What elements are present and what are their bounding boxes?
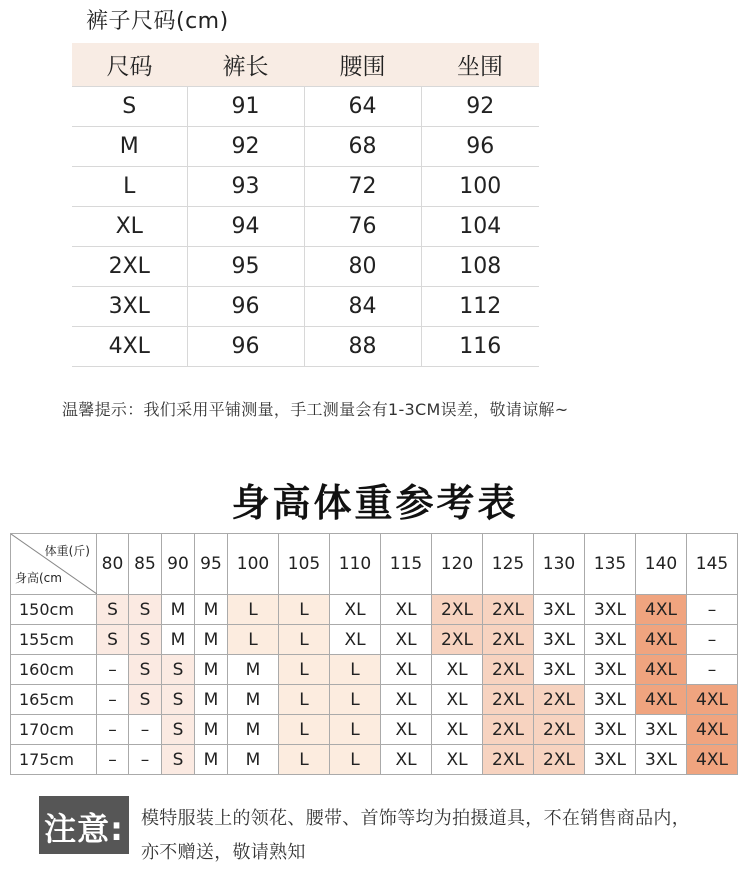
hip-cell: 104 — [421, 207, 539, 247]
size-recommendation-cell: 2XL — [483, 595, 534, 625]
size-recommendation-cell: M — [195, 685, 228, 715]
size-recommendation-cell: XL — [381, 595, 432, 625]
table-row — [11, 625, 738, 655]
weight-axis-label: 体重(斤) — [44, 544, 90, 558]
size-recommendation-cell: XL — [432, 655, 483, 685]
table-row — [11, 685, 738, 715]
size-recommendation-cell: XL — [381, 715, 432, 745]
size-recommendation-cell: XL — [381, 685, 432, 715]
size-recommendation-cell: S — [97, 625, 129, 655]
weight-header-cell: 85 — [129, 534, 162, 595]
size-recommendation-cell: L — [330, 685, 381, 715]
size-recommendation-cell: M — [195, 655, 228, 685]
size-cell: M — [72, 127, 187, 167]
size-recommendation-cell: XL — [432, 715, 483, 745]
size-recommendation-cell: S — [162, 715, 195, 745]
size-recommendation-cell: – — [97, 715, 129, 745]
notice-text-line1: 模特服装上的领花、腰带、首饰等均为拍摄道具，不在销售商品内， — [141, 808, 690, 829]
size-recommendation-cell: L — [330, 655, 381, 685]
length-cell: 92 — [187, 127, 304, 167]
corner-cell — [11, 534, 97, 595]
size-recommendation-cell: L — [330, 715, 381, 745]
size-recommendation-cell: M — [162, 625, 195, 655]
size-recommendation-cell: 3XL — [585, 715, 636, 745]
size-recommendation-cell: 2XL — [432, 625, 483, 655]
size-recommendation-cell: – — [129, 745, 162, 775]
table-row — [72, 127, 539, 167]
size-recommendation-cell: L — [279, 625, 330, 655]
length-cell: 96 — [187, 327, 304, 367]
header-hip: 坐围 — [421, 43, 539, 87]
height-axis-label: 身高(cm — [15, 571, 62, 585]
size-recommendation-cell: L — [279, 745, 330, 775]
size-recommendation-cell: 2XL — [483, 625, 534, 655]
size-recommendation-cell: XL — [432, 685, 483, 715]
waist-cell: 76 — [304, 207, 421, 247]
size-recommendation-cell: S — [97, 595, 129, 625]
size-recommendation-cell: 3XL — [534, 625, 585, 655]
table-row — [72, 207, 539, 247]
height-cell: 165cm — [11, 685, 97, 715]
size-recommendation-cell: – — [687, 595, 738, 625]
size-recommendation-cell: – — [97, 685, 129, 715]
size-recommendation-cell: S — [162, 655, 195, 685]
table-row — [11, 715, 738, 745]
size-recommendation-cell: 3XL — [585, 595, 636, 625]
size-recommendation-cell: 3XL — [534, 655, 585, 685]
waist-cell: 80 — [304, 247, 421, 287]
size-recommendation-cell: 2XL — [483, 745, 534, 775]
size-recommendation-cell: 2XL — [534, 685, 585, 715]
size-recommendation-cell: 3XL — [585, 745, 636, 775]
weight-header-cell: 120 — [432, 534, 483, 595]
size-recommendation-cell: 3XL — [585, 655, 636, 685]
size-recommendation-cell: 4XL — [636, 625, 687, 655]
size-recommendation-cell: 4XL — [687, 745, 738, 775]
size-recommendation-cell: L — [228, 595, 279, 625]
length-cell: 93 — [187, 167, 304, 207]
size-cell: L — [72, 167, 187, 207]
table-row — [72, 167, 539, 207]
pants-size-table — [72, 43, 539, 367]
size-recommendation-cell: 4XL — [687, 685, 738, 715]
size-recommendation-cell: M — [228, 685, 279, 715]
size-recommendation-cell: 2XL — [534, 715, 585, 745]
size-recommendation-cell: M — [228, 715, 279, 745]
size-recommendation-cell: L — [279, 595, 330, 625]
size-recommendation-cell: 2XL — [432, 595, 483, 625]
hip-cell: 92 — [421, 87, 539, 127]
weight-header-cell: 100 — [228, 534, 279, 595]
weight-header-cell: 80 — [97, 534, 129, 595]
notice-text-line2: 亦不赠送，敬请熟知 — [141, 842, 306, 863]
size-recommendation-cell: M — [162, 595, 195, 625]
size-recommendation-cell: M — [195, 715, 228, 745]
size-recommendation-cell: M — [195, 595, 228, 625]
size-recommendation-cell: 4XL — [636, 685, 687, 715]
size-recommendation-cell: S — [162, 685, 195, 715]
height-cell: 160cm — [11, 655, 97, 685]
size-recommendation-cell: 2XL — [483, 715, 534, 745]
hip-cell: 116 — [421, 327, 539, 367]
length-cell: 96 — [187, 287, 304, 327]
pants-chart-title: 裤子尺码(cm) — [86, 9, 229, 34]
weight-header-cell: 135 — [585, 534, 636, 595]
length-cell: 95 — [187, 247, 304, 287]
table-row — [11, 655, 738, 685]
size-recommendation-cell: L — [228, 625, 279, 655]
size-recommendation-cell: XL — [381, 625, 432, 655]
size-recommendation-cell: S — [129, 685, 162, 715]
size-recommendation-cell: – — [687, 655, 738, 685]
size-recommendation-cell: XL — [432, 745, 483, 775]
size-recommendation-cell: L — [279, 685, 330, 715]
size-recommendation-cell: XL — [381, 655, 432, 685]
table-row — [72, 87, 539, 127]
size-recommendation-cell: L — [330, 745, 381, 775]
size-recommendation-cell: M — [228, 745, 279, 775]
weight-header-cell: 140 — [636, 534, 687, 595]
weight-header-cell: 115 — [381, 534, 432, 595]
waist-cell: 88 — [304, 327, 421, 367]
weight-header-cell: 110 — [330, 534, 381, 595]
header-size: 尺码 — [72, 43, 187, 87]
size-cell: XL — [72, 207, 187, 247]
size-recommendation-cell: S — [129, 655, 162, 685]
size-recommendation-cell: S — [129, 595, 162, 625]
size-recommendation-cell: XL — [330, 595, 381, 625]
waist-cell: 84 — [304, 287, 421, 327]
size-recommendation-cell: L — [279, 715, 330, 745]
height-cell: 150cm — [11, 595, 97, 625]
pants-header-row — [72, 43, 539, 87]
weight-header-cell: 125 — [483, 534, 534, 595]
size-recommendation-cell: M — [195, 745, 228, 775]
size-recommendation-cell: 2XL — [483, 685, 534, 715]
weight-header-row — [11, 534, 738, 595]
table-row — [72, 247, 539, 287]
height-cell: 170cm — [11, 715, 97, 745]
hip-cell: 100 — [421, 167, 539, 207]
weight-header-cell: 145 — [687, 534, 738, 595]
size-recommendation-cell: 3XL — [585, 625, 636, 655]
size-recommendation-cell: 2XL — [534, 745, 585, 775]
size-recommendation-cell: XL — [330, 625, 381, 655]
size-recommendation-cell: L — [279, 655, 330, 685]
size-recommendation-cell: S — [162, 745, 195, 775]
table-row — [11, 745, 738, 775]
size-recommendation-cell: 4XL — [687, 715, 738, 745]
size-cell: S — [72, 87, 187, 127]
size-cell: 3XL — [72, 287, 187, 327]
size-recommendation-cell: M — [195, 625, 228, 655]
size-recommendation-cell: – — [97, 655, 129, 685]
height-cell: 175cm — [11, 745, 97, 775]
size-recommendation-cell: 3XL — [636, 745, 687, 775]
hip-cell: 112 — [421, 287, 539, 327]
size-recommendation-cell: M — [228, 655, 279, 685]
weight-header-cell: 90 — [162, 534, 195, 595]
size-recommendation-cell: – — [97, 745, 129, 775]
height-weight-table — [10, 533, 738, 775]
size-cell: 2XL — [72, 247, 187, 287]
table-row — [72, 287, 539, 327]
weight-header-cell: 95 — [195, 534, 228, 595]
length-cell: 91 — [187, 87, 304, 127]
header-length: 裤长 — [187, 43, 304, 87]
weight-header-cell: 105 — [279, 534, 330, 595]
measurement-tip: 温馨提示：我们采用平铺测量，手工测量会有1-3CM误差，敬请谅解~ — [62, 400, 569, 419]
size-recommendation-cell: S — [129, 625, 162, 655]
waist-cell: 68 — [304, 127, 421, 167]
size-recommendation-cell: 3XL — [585, 685, 636, 715]
hip-cell: 108 — [421, 247, 539, 287]
size-cell: 4XL — [72, 327, 187, 367]
size-recommendation-cell: – — [687, 625, 738, 655]
header-waist: 腰围 — [304, 43, 421, 87]
size-recommendation-cell: 2XL — [483, 655, 534, 685]
waist-cell: 72 — [304, 167, 421, 207]
height-cell: 155cm — [11, 625, 97, 655]
weight-header-cell: 130 — [534, 534, 585, 595]
size-recommendation-cell: 4XL — [636, 655, 687, 685]
size-recommendation-cell: XL — [381, 745, 432, 775]
table-row — [72, 327, 539, 367]
reference-chart-title: 身高体重参考表 — [231, 481, 519, 525]
notice-label: 注意: — [44, 810, 124, 848]
size-recommendation-cell: 4XL — [636, 595, 687, 625]
hip-cell: 96 — [421, 127, 539, 167]
length-cell: 94 — [187, 207, 304, 247]
size-recommendation-cell: 3XL — [534, 595, 585, 625]
waist-cell: 64 — [304, 87, 421, 127]
size-recommendation-cell: – — [129, 715, 162, 745]
table-row — [11, 595, 738, 625]
size-recommendation-cell: 3XL — [636, 715, 687, 745]
